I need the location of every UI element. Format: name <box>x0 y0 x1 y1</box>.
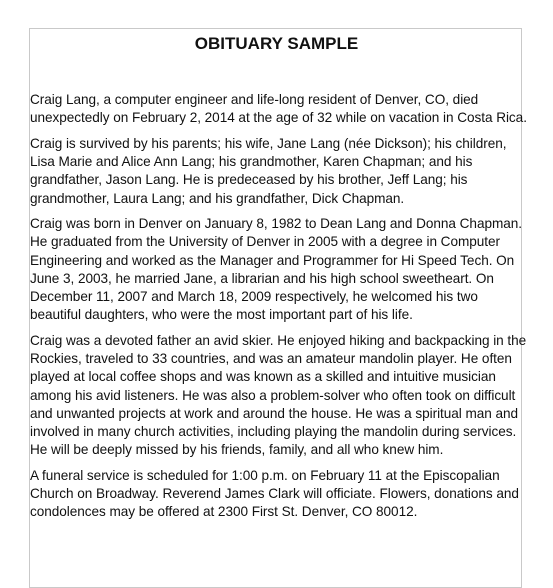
document-body <box>30 91 530 529</box>
paragraph-personal-life: Craig was a devoted father an avid skier. He enjoyed hiking and backpacking in the Rockies, traveled to 33 countries, and was an amateur mandolin player. He often played at local coffee shops and was known as a skilled and intuitive musician among his avid listeners. He was also a problem-solver who often took on difficult and unwanted projects at work and around the house. He was a spiritual man and involved in many church activities, including playing the mandolin during services. He will be deeply missed by his friends, family, and all who knew him. <box>30 332 527 458</box>
document-title: OBITUARY SAMPLE <box>194 34 359 53</box>
paragraph-funeral-service: A funeral service is scheduled for 1:00 p.m. on February 11 at the Episcopalian Church on Broadway. Reverend James Clark will officiate. Flowers, donations and condolences may be offered at 2300 First St. Denver, CO 80012. <box>30 467 519 520</box>
paragraph-death-notice: Craig Lang, a computer engineer and life-long resident of Denver, CO, died unexpectedly on February 2, 2014 at the age of 32 while on vacation in Costa Rica. <box>30 92 527 126</box>
paragraph-survivors: Craig is survived by his parents; his wife, Jane Lang (née Dickson); his children, Lisa Marie and Alice Ann Lang; his grandmother, Karen Chapman; and his grandfather, Jason Lang. He is predeceased by his brother, Jeff Lang; his grandmother, Laura Lang; and his grandfather, Dick Chapman. <box>30 135 507 206</box>
paragraph-biography: Craig was born in Denver on January 8, 1982 to Dean Lang and Donna Chapman. He graduated from the University of Denver in 2005 with a degree in Computer Engineering and worked as the Manager and Programmer for Hi Speed Tech. On June 3, 2003, he married Jane, a librarian and his high school sweetheart. On December 11, 2007 and March 18, 2009 respectively, he welcomed his two beautiful daughters, who were the most important part of his life. <box>30 216 522 323</box>
